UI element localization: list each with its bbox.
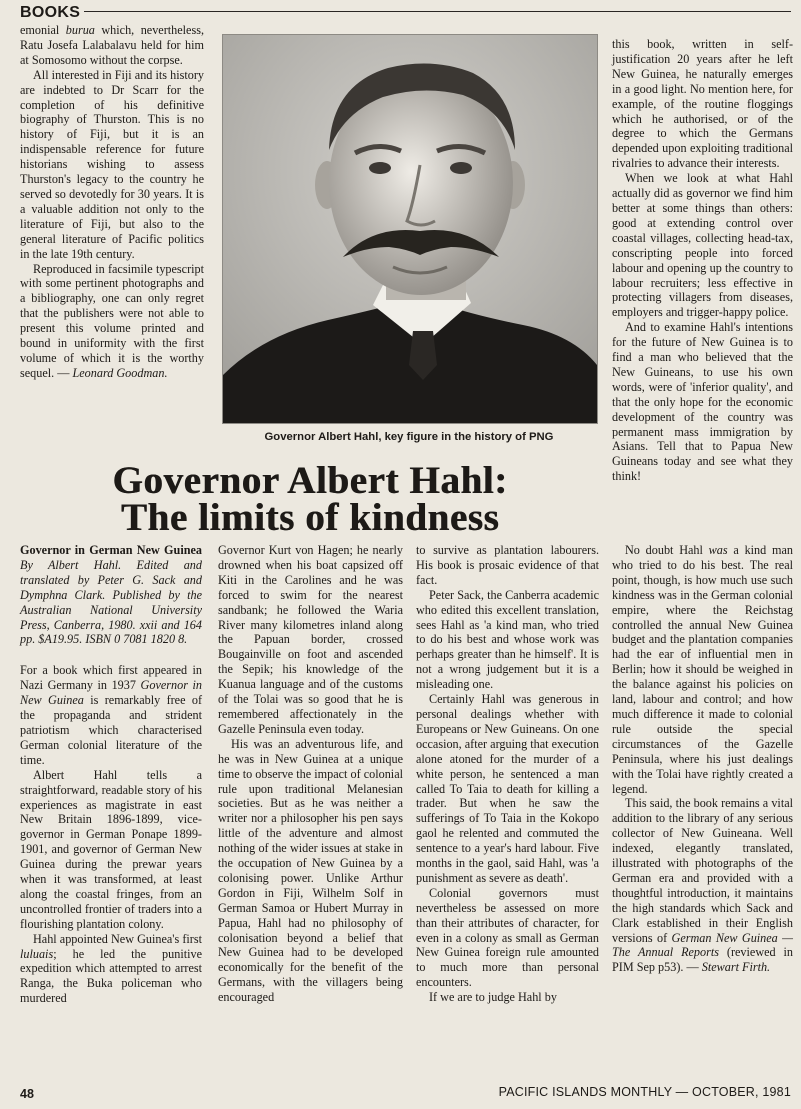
- article-column-right-upper: [612, 37, 793, 484]
- article-paragraph: And to examine Hahl's intentions for the future of New Guinea is to find a man who believed that the New Guineans, to use his own words, were of 'inferior quality', and that the only hope for the economic development of the country was permanent mass immigration by Asians. Tell that to Papua New Guineans today and see what they think!: [612, 320, 793, 484]
- article-paragraph: This said, the book remains a vital addition to the library of any serious collector of New Guineana. Well indexed, elegantly translated, illustrated with photographs of the German era and provided with a thoughtful introduction, it maintains the high standards which Sack and Clark established in their English versions of German New Guinea — The Annual Reports (reviewed in PIM Sep p53). — Stewart Firth.: [612, 796, 794, 975]
- article-paragraph: Albert Hahl tells a straightforward, readable story of his experiences as magistrate in east New Britain 1896-1899, vice-governor in German Ponape 1899-1901, and governor of German New Guinea during the prewar years when it was transformed, at least along the coastal fringes, from an uncontrolled frontier of traders into a flourishing plantation colony.: [20, 767, 202, 931]
- article-paragraph: Governor Kurt von Hagen; he nearly drowned when his boat capsized off Kiti in the Carolines and he was forced to swim for the nearest sandbank; he followed the Waria River many kilometres inland along the Papuan border, crossed Bougainville on foot and ascended the Sepik; his knowledge of the Kuanua language and of the customs of the Tolai was so good that he is remembered affectionately in the Gazelle Peninsula even today.: [218, 543, 403, 736]
- previous-review-paragraph: emonial burua which, nevertheless, Ratu Josefa Lalabalavu held for him at Somosomo without the corpse.: [20, 23, 204, 67]
- previous-review-paragraph: All interested in Fiji and its history are indebted to Dr Scarr for the completion of his definitive biography of Thurston. This is no history of Fiji, but it is an indispensable reference for future historians wishing to assess Thurston's legacy to the country he served so devotedly for 30 years. It is a valuable addition not only to the literature of Fiji, but also to the general literature of Pacific politics in the late 19th century.: [20, 67, 204, 261]
- article-paragraph: Certainly Hahl was generous in personal dealings whether with Europeans or New Guineans. On one occasion, after arguing that execution alone atoned for the murder of a white person, he sentenced a man called To Taia to death for killing a trader. But when he saw the sufferings of To Taia in the Kokopo gaol he relented and commuted the sentence to a year's hard labour. Five months in the gaol, said Hahl, was 'a punishment as severe as death'.: [416, 692, 599, 885]
- publication-footer: PACIFIC ISLANDS MONTHLY — OCTOBER, 1981: [498, 1085, 791, 1099]
- article-paragraph: this book, written in self-justification 20 years after he left New Guinea, he naturally emerges in a good light. No mention here, for example, of the routine floggings which he authorised, or of the degree to which the Germans depended upon exploiting traditional rivalries to advance their interests.: [612, 37, 793, 171]
- article-paragraph: For a book which first appeared in Nazi Germany in 1937 Governor in New Guinea is remarkably free of the propaganda and strident patriotism which characterised German colonial literature of the time.: [20, 663, 203, 767]
- previous-review-paragraph: Reproduced in facsimile typescript with some pertinent photographs and a bibliography, one can only regret that the publishers were not able to present this volume printed and bound in uniformity with the first volume of which it is the worthy sequel. — Leonard Goodman.: [20, 261, 204, 380]
- photo-caption: Governor Albert Hahl, key figure in the history of PNG: [264, 431, 554, 443]
- page-number: 48: [20, 1087, 34, 1101]
- article-paragraph: His was an adventurous life, and he was in New Guinea at a unique time to observe the impact of colonial rule upon traditional Melanesian societies. But as he was neither a writer nor a philosopher his pen says little of the adventure and almost nothing of the wider issues at stake in the occupation of New Guinea by a colonising power. Unlike Arthur Gordon in Fiji, Wilhelm Solf in German Samoa or Hubert Murray in Papua, Hahl had no philosophy of colonisation beyond a belief that New Guinea had to be developed economically for the benefit of the Germans, with the villagers being encouraged: [218, 736, 403, 1005]
- article-headline: [20, 459, 600, 539]
- article-paragraph: When we look at what Hahl actually did as governor we find him better at some things than others: good at extending control over coastal villages, collecting head-tax, conscripting people into forced labour and opening up the country to labour recruiters; less effective in protecting villagers from diseases, employers and trigger-happy police.: [612, 171, 793, 320]
- portrait-photo: [222, 34, 598, 424]
- previous-review-column: [20, 23, 204, 381]
- reviewer-name: Leonard Goodman.: [72, 365, 168, 380]
- headline-line-1: Governor Albert Hahl:: [112, 459, 508, 502]
- headline-line-2: The limits of kindness: [120, 496, 500, 539]
- section-header-rule: [84, 11, 791, 12]
- reviewer-name: Stewart Firth.: [701, 960, 771, 975]
- article-paragraph: Peter Sack, the Canberra academic who edited this excellent translation, sees Hahl as 'a kind man, who tried to do his best and whose work was perhaps greater than he himself'. It is not a wrong judgement but it is a misleading one.: [416, 587, 599, 692]
- article-column-2: [218, 543, 403, 1005]
- article-paragraph: No doubt Hahl was a kind man who tried to do his best. The real point, though, is how much use such kindness was in the German colonial empire, where the Reichstag controlled the annual New Guinea budget and the plantation companies had the ear of influential men in Berlin; how it should be weighed in the balance against his policies on land, labour and control; and how much difference it made to colonial rule outside the special circumstances of the Gazelle Peninsula, where his just dealings with the Tolai have rightly created a legend.: [612, 543, 793, 796]
- article-paragraph: Hahl appointed New Guinea's first luluais; he led the punitive expedition which attempted to arrest Ranga, the Buka policeman who murdered: [20, 931, 202, 1006]
- article-paragraph: Colonial governors must nevertheless be assessed on more than their attributes of character, for even in a colony as small as German New Guinea foreign rule amounted to much more than personal encounters.: [416, 885, 599, 990]
- book-credit: Governor in German New Guinea By Albert Hahl. Edited and translated by Peter G. Sack and Dymphna Clark. Published by the Australian National University Press, Canberra, 1980. xxii and 164 pp. $A19.95. ISBN 0 7081 1820 8.: [20, 543, 202, 647]
- section-header-label: BOOKS: [20, 4, 81, 21]
- article-column-1: [20, 543, 202, 1006]
- article-column-4: [612, 543, 793, 975]
- article-column-3: [416, 543, 599, 1005]
- article-paragraph: If we are to judge Hahl by: [429, 990, 557, 1005]
- article-paragraph: to survive as plantation labourers. His book is prosaic evidence of that fact.: [416, 543, 599, 587]
